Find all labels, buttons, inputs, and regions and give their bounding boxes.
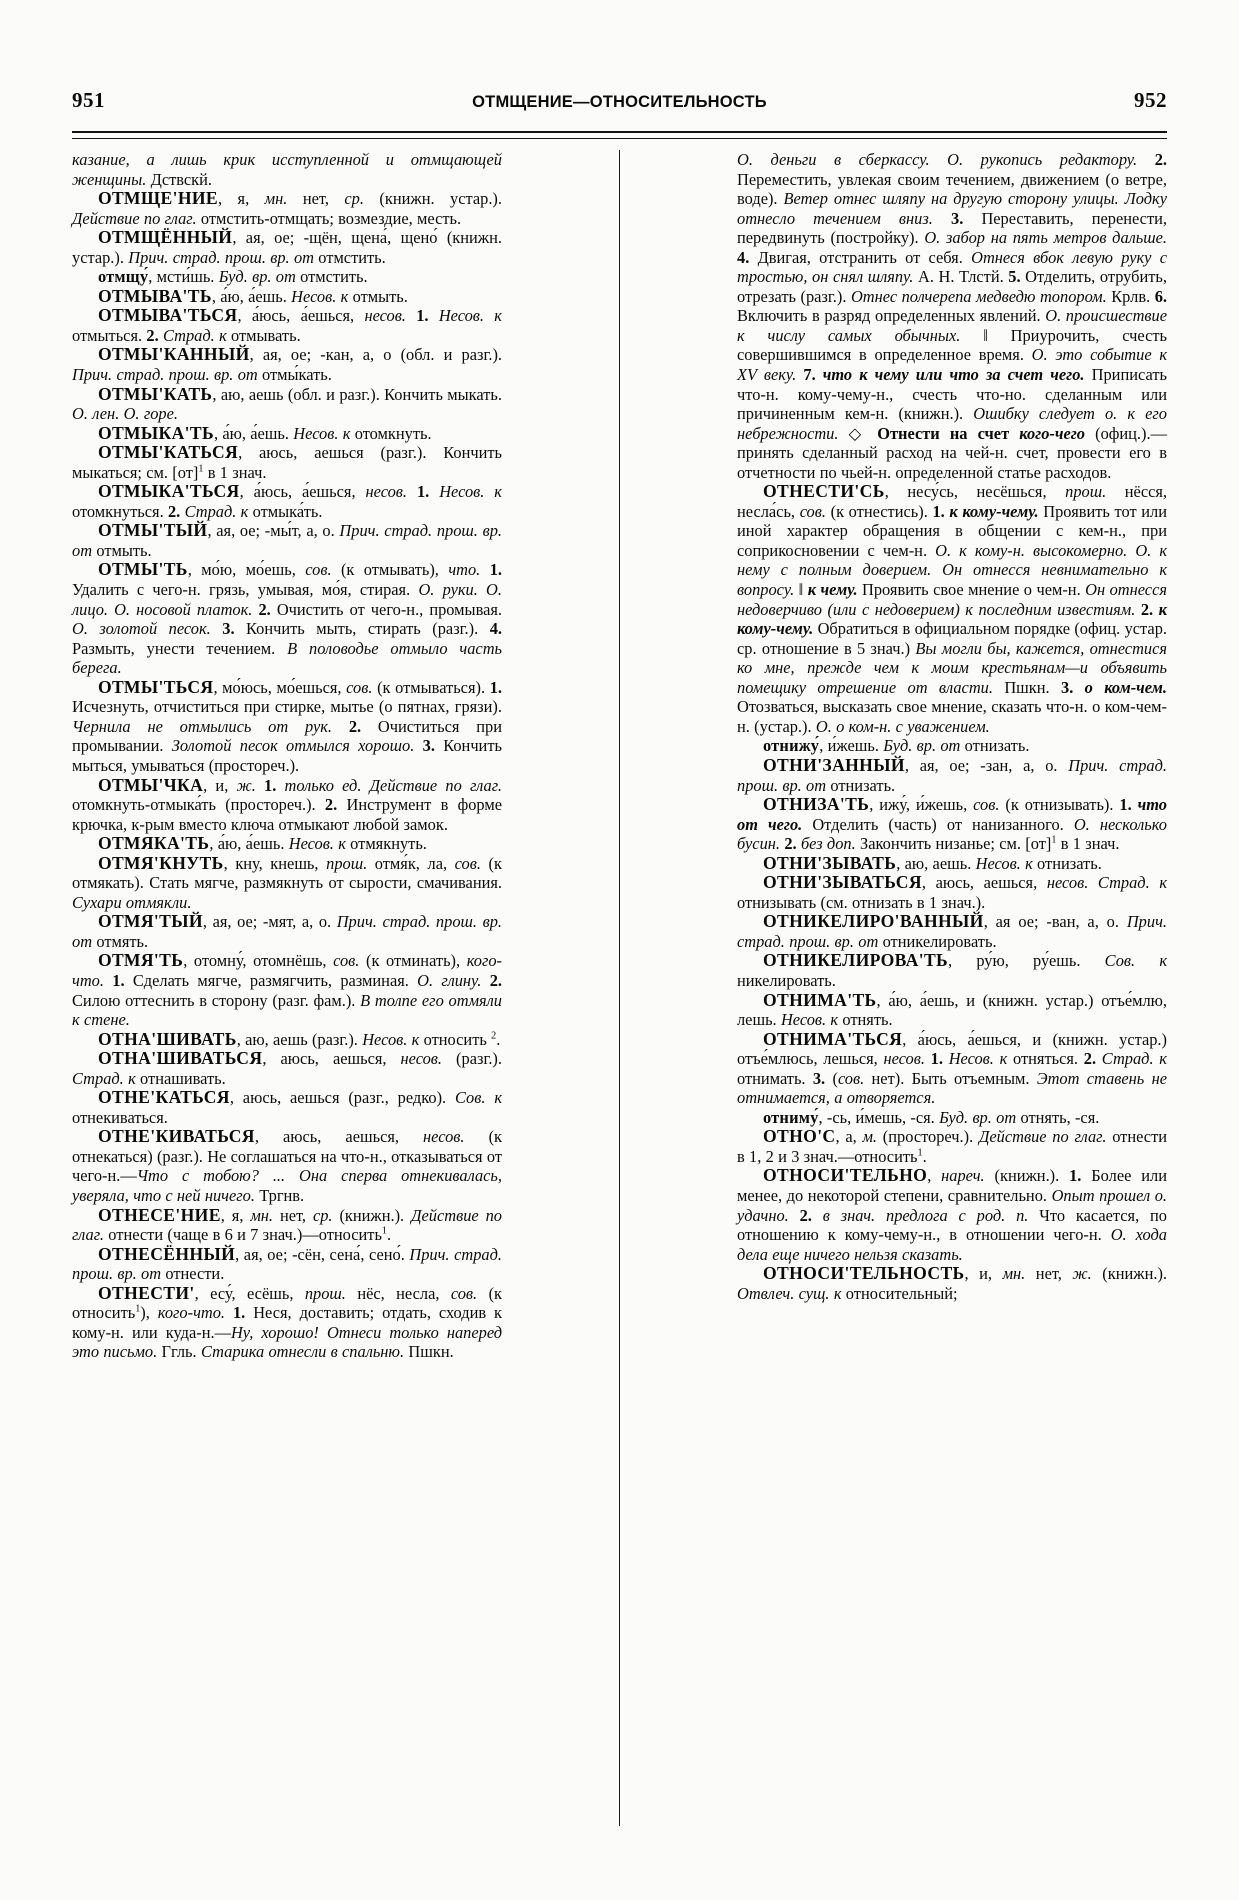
dictionary-entry: ОТМЫ'КАТЬСЯ, аюсь, аешься (разг.). Кончить мыкаться; см. [от]$^1$ в 1 знач. — [72, 442, 502, 482]
dictionary-entry: ОТНИМА'ТЬ, а́ю, а́ешь, и (книжн. устар.) отъе́млю, лешь. Несов. к отнять. — [737, 989, 1167, 1030]
dictionary-entry: ОТМЩЁННЫЙ, ая, ое; -щён, щена́, щено́ (книжн. устар.). Прич. страд. прош. вр. от отмстить. — [72, 227, 502, 267]
dictionary-entry: отмщу́, мсти́шь. Буд. вр. от отмстить. — [98, 267, 368, 287]
dictionary-entry: ОТНА'ШИВАТЬ, аю, аешь (разг.). Несов. к относить $^2$. — [98, 1028, 501, 1049]
dictionary-entry: ОТМЯ'ТЬ, отомну́, отомнёшь, сов. (к отминать), кого-что. 1. Сделать мягче, размягчить, разминая. О. глину. 2. Силою оттеснить в сторону (разг. фам.). В толпе его отмяли к стене. — [72, 950, 502, 1030]
folio-right: 952 — [1134, 88, 1167, 112]
dictionary-entry: ОТНИКЕЛИРОВА'ТЬ, ру́ю, ру́ешь. Сов. к никелировать. — [737, 950, 1167, 990]
dictionary-entry: ОТНЕСТИ', есу́, есёшь, прош. нёс, несла, сов. (к относить$^1$), кого-что. 1. Неся, доставить; отдать, сходив к кому-н. или куда-н.—Ну, хорошо! Отнеси только наперед это письмо. Ггль. Старика отнесли в спальню. Пшкн. — [72, 1282, 503, 1362]
dictionary-entry: ОТМЯ'ТЫЙ, ая, ое; -мят, а, о. Прич. страд. прош. вр. от отмять. — [72, 911, 502, 951]
dictionary-entry: ОТМЫКА'ТЬ, а́ю, а́ешь. Несов. к отомкнуть. — [98, 422, 432, 443]
dictionary-entry: отнижу́, и́жешь. Буд. вр. от отнизать. — [763, 736, 1030, 756]
dictionary-entry: ОТМЯ'КНУТЬ, кну, кнешь, прош. отмя́к, ла, сов. (к отмякать). Стать мягче, размякнуть от сырости, смачивания. Сухари отмякли. — [72, 852, 502, 912]
dictionary-entry: ОТНЕ'КАТЬСЯ, аюсь, аешься (разг., редко). Сов. к отнекиваться. — [72, 1087, 502, 1127]
dictionary-entry: ОТНИ'ЗЫВАТЬСЯ, аюсь, аешься, несов. Страд. к отнизывать (см. отнизать в 1 знач.). — [737, 872, 1167, 912]
dictionary-entry: ОТМЫ'ТЬ, мо́ю, мо́ешь, сов. (к отмывать), что. 1. Удалить с чего-н. грязь, умывая, мо́я, стирая. О. руки. О. лицо. О. носовой платок. 2. Очистить от чего-н., промывая. О. золотой песок. 3. Кончить мыть, стирать (разг.). 4. Размыть, унести течением. В половодье отмыло часть берега. — [72, 559, 502, 678]
dictionary-entry: ОТМЫКА'ТЬСЯ, а́юсь, а́ешься, несов. 1. Несов. к отомкнуться. 2. Страд. к отмыка́ть. — [72, 481, 502, 521]
column-gutter — [502, 150, 737, 1840]
dictionary-entry: ОТНА'ШИВАТЬСЯ, аюсь, аешься, несов. (разг.). Страд. к отнашивать. — [72, 1048, 502, 1088]
folio-left: 951 — [72, 88, 105, 112]
column-divider-rule — [619, 150, 620, 1826]
dictionary-entry: ОТМЫ'КАТЬ, аю, аешь (обл. и разг.). Кончить мыкать. О. лен. О. горе. — [72, 383, 502, 424]
dictionary-entry: ОТНЕСЁННЫЙ, ая, ое; -сён, сена́, сено́. Прич. страд. прош. вр. от отнести. — [72, 1243, 502, 1284]
running-head — [72, 88, 1167, 122]
dictionary-entry: ОТНЕСЕ'НИЕ, я, мн. нет, ср. (книжн.). Действие по глаг. отнести (чаще в 6 и 7 знач.)—относить$^1$. — [72, 1204, 502, 1245]
dictionary-entry: ОТМЩЕ'НИЕ, я, мн. нет, ср. (книжн. устар.). Действие по глаг. отмстить-отмщать; возмездие, месть. — [72, 188, 502, 228]
right-column — [737, 150, 1167, 1840]
dictionary-entry: ОТНИКЕЛИРО'ВАННЫЙ, ая ое; -ван, а, о. Прич. страд. прош. вр. от отникелировать. — [737, 911, 1167, 951]
left-column — [72, 150, 502, 1840]
dictionary-entry: ОТМЫ'КАННЫЙ, ая, ое; -кан, а, о (обл. и разг.). Прич. страд. прош. вр. от отмы́кать. — [72, 344, 502, 385]
dictionary-entry: ОТНЕСТИ'СЬ, несу́сь, несёшься, прош. нёсся, несла́сь, сов. (к отнестись). 1. к кому-чему. Проявить тот или иной характер обращения в общении с кем-н., при соприкосновении с чем-н. О. к кому-н. высокомерно. О. к нему с полным доверием. Он отнесся невнимательно к вопросу. ‖ к чему. Проявить свое мнение о чем-н. Он отнесся недоверчиво (или с недоверием) к последним известиям. 2. к кому-чему. Обратиться в официальном порядке (офиц. устар. ср. отношение в 5 знач.) Вы могли бы, кажется, отнестися ко мне, прежде чем к моим крестьянам—и объявить помещику отрешение от власти. Пшкн. 3. о ком-чем. Отозваться, высказать свое мнение, сказать что-н. о ком-чем-н. (устар.). О. о ком-н. с уважением. — [737, 481, 1168, 736]
dictionary-entry: ОТМЫ'ЧКА, и, ж. 1. только ед. Действие по глаг. отомкнуть-отмыка́ть (простореч.). 2. Инструмент в форме крючка, к-рым вместо ключа отмыкают любой замок. — [72, 774, 503, 834]
header-rule — [72, 131, 1167, 139]
dictionary-entry: ОТНЕ'КИВАТЬСЯ, аюсь, аешься, несов. (к отнекаться) (разг.). Не соглашаться на что-н., отказываться от чего-н.—Что с тобою? ... Она сперва отнекивалась, уверяла, что с ней ничего. Тргнв. — [72, 1126, 502, 1205]
dictionary-entry: ОТМЫ'ТЬСЯ, мо́юсь, мо́ешься, сов. (к отмываться). 1. Исчезнуть, отчиститься при стирке, мытье (о пятнах, грязи). Чернила не отмылись от рук. 2. Очиститься при промывании. Золотой песок отмылся хорошо. 3. Кончить мыться, умываться (простореч.). — [72, 676, 502, 775]
dictionary-entry: ОТМЫВА'ТЬ, а́ю, а́ешь. Несов. к отмыть. — [98, 285, 408, 306]
dictionary-entry: ОТНИЗА'ТЬ, ижу́, и́жешь, сов. (к отнизывать). 1. что от чего. Отделить (часть) от нанизанного. О. несколько бусин. 2. без доп. Закончить низанье; см. [от]$^1$ в 1 знач. — [737, 794, 1167, 854]
dictionary-entry: отниму́, -сь, и́мешь, -ся. Буд. вр. от отнять, -ся. — [763, 1107, 1100, 1127]
dictionary-entry: ОТМЫВА'ТЬСЯ, а́юсь, а́ешься, несов. 1. Несов. к отмыться. 2. Страд. к отмывать. — [72, 305, 502, 345]
dictionary-entry: ОТМЯКА'ТЬ, а́ю, а́ешь. Несов. к отмякнуть. — [98, 833, 427, 854]
dictionary-entry: ОТНОСИ'ТЕЛЬНО, нареч. (книжн.). 1. Более или менее, до некоторой степени, сравнительно. Опыт прошел о. удачно. 2. в знач. предлога с род. п. Что касается, по отношению к кому-чему-н., в отношении чего-н. О. хода дела еще ничего нельзя сказать. — [737, 1165, 1167, 1264]
dictionary-entry: ОТНОСИ'ТЕЛЬНОСТЬ, и, мн. нет, ж. (книжн.). Отвлеч. сущ. к относительный; — [737, 1263, 1168, 1303]
dictionary-entry: ОТНИ'ЗАННЫЙ, ая, ое; -зан, а, о. Прич. страд. прош. вр. от отнизать. — [737, 754, 1168, 795]
dictionary-entry: ОТМЫ'ТЫЙ, ая, ое; -мы́т, а, о. Прич. страд. прош. вр. от отмыть. — [72, 520, 502, 560]
dictionary-entry: ОТНИ'ЗЫВАТЬ, аю, аешь. Несов. к отнизать. — [763, 852, 1102, 873]
dictionary-entry: ОТНИМА'ТЬСЯ, а́юсь, а́ешься, и (книжн. устар.) отъе́млюсь, лешься, несов. 1. Несов. к отняться. 2. Страд. к отнимать. 3. (сов. нет). Быть отъемным. Этот ставень не отнимается, а отворяется. — [737, 1028, 1167, 1108]
dictionary-entry: ОТНО'С, а, м. (простореч.). Действие по глаг. отнести в 1, 2 и 3 знач.—относить$^1$. — [737, 1126, 1168, 1166]
running-title: ОТМЩЕНИЕ—ОТНОСИТЕЛЬНОСТЬ — [472, 93, 767, 111]
entry-continuation: казание, а лишь крик исступленной и отмщающей женщины. Дствскй. — [72, 150, 502, 189]
entry-continuation: О. деньги в сберкассу. О. рукопись редактору. 2. Переместить, увлекая своим течением, движением (о ветре, воде). Ветер отнес шляпу на другую сторону улицы. Лодку отнесло течением вниз. 3. Переставить, перенести, передвинуть (постройку). О. забор на пять метров дальше. 4. Двигая, отстранить от себя. Отнеся вбок левую руку с тростью, он снял шляпу. А. Н. Тлстй. 5. Отделить, отрубить, отрезать (разг.). Отнес полчерепа медведю топором. Крлв. 6. Включить в разряд определенных явлений. О. происшествие к числу самых обычных. ‖ Приурочить, счесть совершившимся в определенное время. О. это событие к XV веку. 7. что к чему или что за счет чего. Приписать что-н. кому-чему-н., счесть что-но. сделанным или причиненным кем-н. (книжн.). Ошибку следует о. к его небрежности. ◇ Отнести на счет кого-чего (офиц.).—принять сделанный расход на чей-н. счет, провести его в отчетности по чьей-н. определенной статье расходов. — [737, 150, 1168, 482]
column-container — [72, 150, 1167, 1840]
